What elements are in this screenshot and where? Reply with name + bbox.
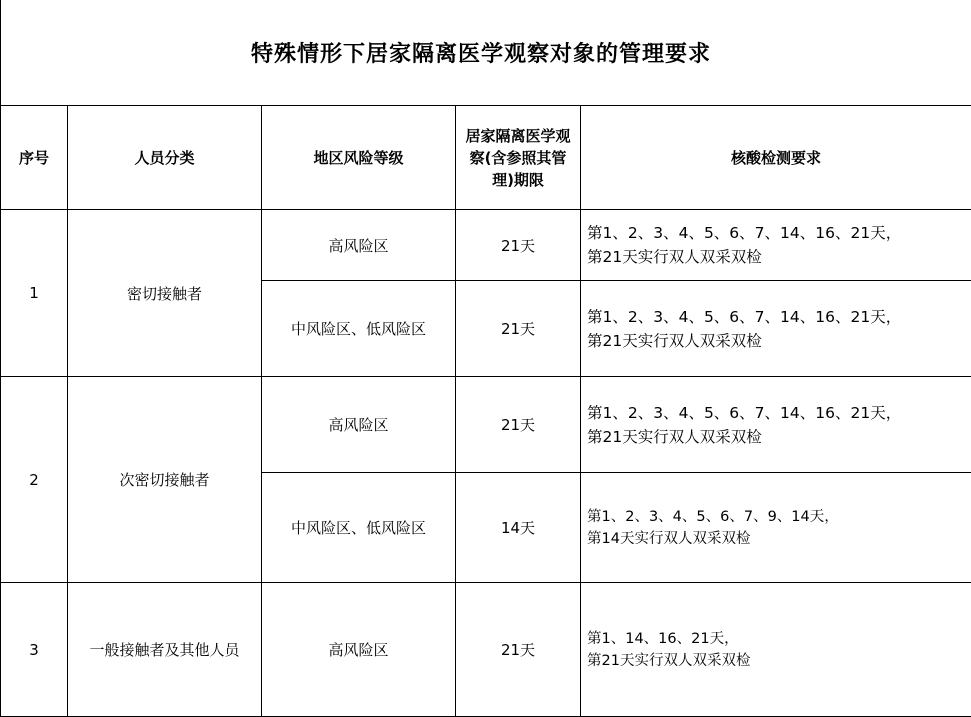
- requirements-table: [0, 105, 971, 717]
- header-test-requirement: 核酸检测要求: [581, 106, 971, 210]
- header-period: 居家隔离医学观察(含参照其管理)期限: [456, 106, 581, 210]
- page-title: 特殊情形下居家隔离医学观察对象的管理要求: [251, 37, 721, 68]
- row-test-requirement: [581, 281, 971, 377]
- title-bar: [0, 0, 971, 105]
- table-row: [1, 583, 971, 717]
- table-row: [1, 377, 971, 473]
- row-test-requirement: [581, 473, 971, 583]
- row-period: 21天: [456, 281, 581, 377]
- test-requirement-note: 第14天实行双人双采双检: [587, 528, 971, 550]
- row-period: 21天: [456, 210, 581, 281]
- test-requirement-days: 第1、2、3、4、5、6、7、14、16、21天，: [587, 305, 971, 329]
- header-risk-level: 地区风险等级: [262, 106, 456, 210]
- header-no: 序号: [1, 106, 68, 210]
- test-requirement-note: 第21天实行双人双采双检: [587, 245, 971, 269]
- test-requirement-days: 第1、2、3、4、5、6、7、14、16、21天，: [587, 401, 971, 425]
- header-row: [1, 106, 971, 210]
- row-period: 21天: [456, 377, 581, 473]
- row-risk-level: 中风险区、低风险区: [262, 473, 456, 583]
- row-no: 2: [1, 377, 68, 583]
- test-requirement-days: 第1、14、16、21天，: [587, 628, 971, 650]
- table-row: [1, 210, 971, 281]
- row-no: 3: [1, 583, 68, 717]
- test-requirement-days: 第1、2、3、4、5、6、7、9、14天，: [587, 506, 971, 528]
- header-category: 人员分类: [68, 106, 262, 210]
- test-requirement-note: 第21天实行双人双采双检: [587, 329, 971, 353]
- row-risk-level: 中风险区、低风险区: [262, 281, 456, 377]
- row-risk-level: 高风险区: [262, 583, 456, 717]
- row-period: 21天: [456, 583, 581, 717]
- row-test-requirement: [581, 583, 971, 717]
- row-category: 一般接触者及其他人员: [68, 583, 262, 717]
- test-requirement-note: 第21天实行双人双采双检: [587, 650, 971, 672]
- row-period: 14天: [456, 473, 581, 583]
- row-test-requirement: [581, 377, 971, 473]
- row-category: 密切接触者: [68, 210, 262, 377]
- row-category: 次密切接触者: [68, 377, 262, 583]
- row-risk-level: 高风险区: [262, 210, 456, 281]
- row-no: 1: [1, 210, 68, 377]
- row-risk-level: 高风险区: [262, 377, 456, 473]
- test-requirement-note: 第21天实行双人双采双检: [587, 425, 971, 449]
- row-test-requirement: [581, 210, 971, 281]
- test-requirement-days: 第1、2、3、4、5、6、7、14、16、21天，: [587, 221, 971, 245]
